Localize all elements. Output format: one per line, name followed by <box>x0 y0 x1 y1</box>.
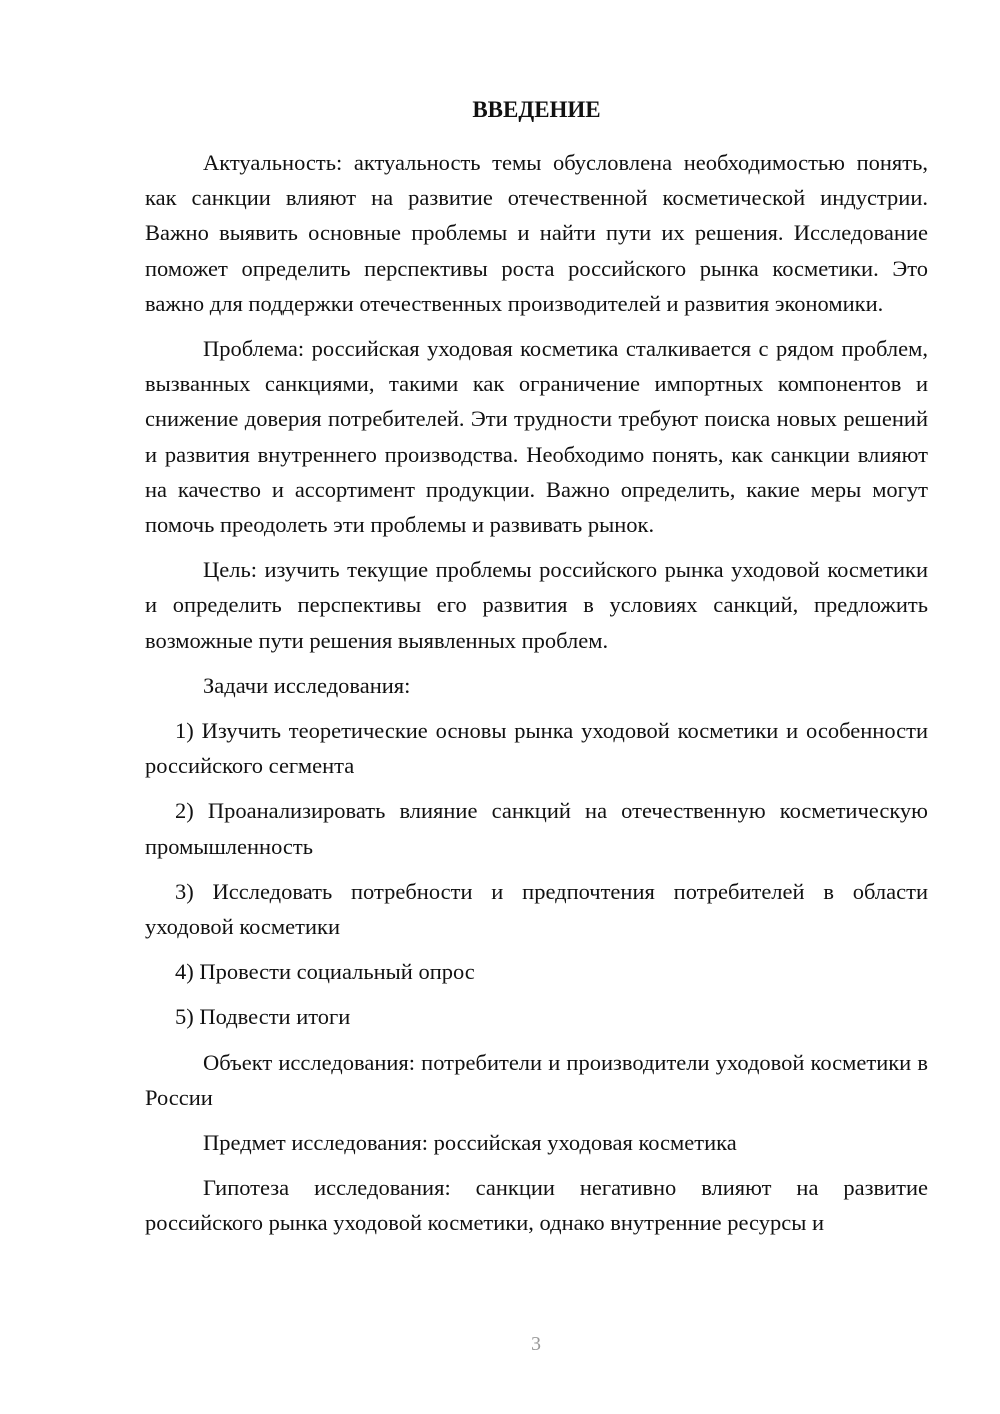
task-item-4: 4) Провести социальный опрос <box>175 959 475 985</box>
task-item-5: 5) Подвести итоги <box>175 1004 351 1030</box>
task-item-1: 1) Изучить теоретические основы рынка уходовой косметики и особенности российского сегмента <box>145 718 928 779</box>
task-item-2: 2) Проанализировать влияние санкций на отечественную косметическую промышленность <box>145 798 928 859</box>
tasks-heading: Задачи исследования: <box>203 672 411 698</box>
goal-paragraph: Цель: изучить текущие проблемы российского рынка уходовой косметики и определить перспективы его развития в условиях санкций, предложить возможные пути решения выявленных проблем. <box>145 557 928 653</box>
object-paragraph: Объект исследования: потребители и производители уходовой косметики в России <box>145 1049 928 1110</box>
document-page <box>145 95 928 1251</box>
hypothesis-paragraph: Гипотеза исследования: санкции негативно влияют на развитие российского рынка уходовой косметики, однако внутренние ресурсы и <box>145 1175 928 1236</box>
task-item-3: 3) Исследовать потребности и предпочтения потребителей в области уходовой косметики <box>145 878 928 940</box>
relevance-paragraph: Актуальность: актуальность темы обусловлена необходимостью понять, как санкции влияют на развитие отечественной косметической индустрии. Важно выявить основные проблемы и найти пути их решения. Исследование поможет определить перспективы роста российского рынка косметики. Это важно для поддержки отечественных производителей и развития экономики. <box>145 150 928 316</box>
problem-paragraph: Проблема: российская уходовая косметика сталкивается с рядом проблем, вызванных санкциями, такими как ограничение импортных компонентов и снижение доверия потребителей. Эти трудности требуют поиска новых решений и развития внутреннего производства. Необходимо понять, как санкции влияют на качество и ассортимент продукции. Важно определить, какие меры могут помочь преодолеть эти проблемы и развивать рынок. <box>145 336 928 538</box>
section-heading: ВВЕДЕНИЕ <box>472 97 601 122</box>
subject-paragraph: Предмет исследования: российская уходовая косметика <box>203 1130 737 1156</box>
page-number: 3 <box>531 1333 541 1355</box>
